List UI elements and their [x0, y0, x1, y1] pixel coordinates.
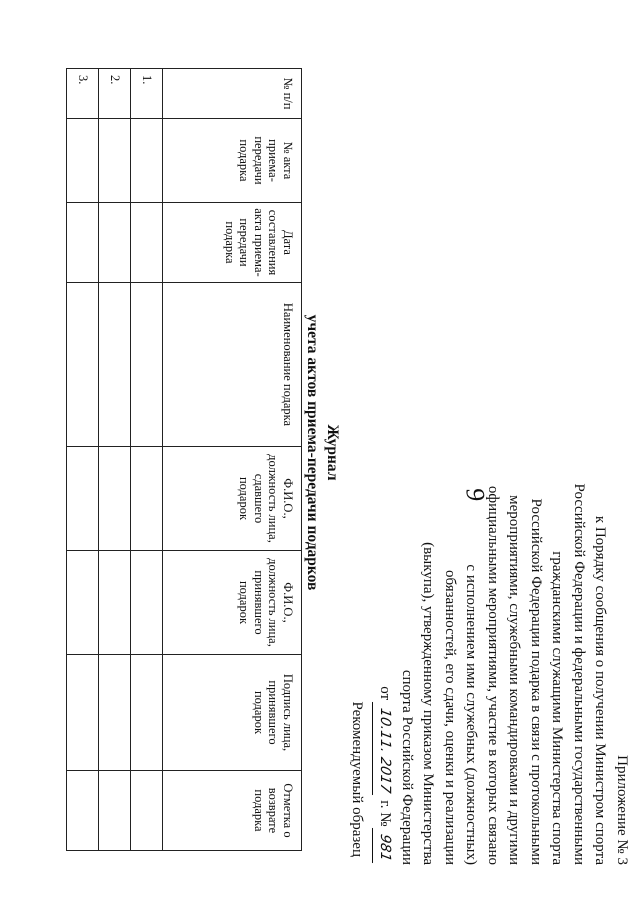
handwritten-page-number: 9 — [460, 485, 491, 503]
table-row — [67, 69, 99, 851]
journal-title — [302, 0, 342, 905]
appendix-line: гражданскими служащими Министерства спорта — [549, 551, 566, 865]
appendix-line: спорта Российской Федерации — [399, 669, 415, 865]
table-cell — [131, 771, 163, 851]
journal-title-line-1: Журнал — [324, 424, 341, 481]
table-cell — [99, 551, 131, 655]
appendix-line: Российской Федерации подарка в связи с протокольными — [528, 498, 544, 865]
table-cell — [67, 447, 99, 551]
appendix-line: обязанностей, его сдачи, оценки и реализации — [442, 569, 458, 865]
column-header: Дата составления акта приема-передачи подарка — [163, 203, 302, 283]
table-cell — [99, 283, 131, 447]
appendix-header — [373, 305, 632, 865]
table-cell — [67, 203, 99, 283]
appendix-line: (выкупа), утвержденному приказом Министерства — [420, 542, 437, 865]
column-header: № п/п — [163, 69, 302, 119]
table-cell — [131, 655, 163, 771]
table-cell — [131, 551, 163, 655]
table-cell: 2. — [99, 69, 131, 119]
order-date-line — [373, 305, 396, 865]
journal-title-line-2: учета актов приема-передачи подарков — [304, 314, 321, 591]
appendix-line: мероприятиями, служебными командировками и другими — [506, 495, 523, 865]
appendix-line: Приложение № 3 — [614, 755, 630, 865]
table-cell — [67, 119, 99, 203]
sample-label: Рекомендуемый образец — [349, 701, 365, 857]
handwritten-order-date: 10.11. 2017 — [373, 702, 396, 799]
appendix-line: с исполнением ими служебных (должностных) — [463, 564, 480, 865]
table-cell — [131, 283, 163, 447]
appendix-line: официальными мероприятиями, участие в которых связано — [485, 485, 501, 865]
column-header: Подпись лица, принявшего подарок — [163, 655, 302, 771]
column-header: № акта приема-передачи подарка — [163, 119, 302, 203]
table-cell — [99, 203, 131, 283]
column-header: Отметка о возврате подарка — [163, 771, 302, 851]
order-number-label: г. № — [377, 800, 394, 827]
appendix-line: к Порядку сообщения о получении Министром спорта — [592, 515, 609, 865]
table-cell — [131, 203, 163, 283]
column-header: Наименование подарка — [163, 283, 302, 447]
table-cell — [99, 119, 131, 203]
column-header: Ф.И.О., должность лица, принявшего подарок — [163, 551, 302, 655]
table-cell: 3. — [67, 69, 99, 119]
table-cell — [67, 551, 99, 655]
column-header: Ф.И.О., должность лица, сдавшего подарок — [163, 447, 302, 551]
table-header-row — [163, 69, 302, 851]
table-cell — [131, 447, 163, 551]
date-prefix: от — [377, 686, 394, 701]
table-cell — [99, 771, 131, 851]
handwritten-order-number: 981 — [373, 828, 396, 867]
table-cell — [67, 283, 99, 447]
table-cell — [99, 655, 131, 771]
table-cell — [67, 771, 99, 851]
table-row — [131, 69, 163, 851]
journal-table — [66, 68, 302, 851]
table-cell: 1. — [131, 69, 163, 119]
table-cell — [131, 119, 163, 203]
appendix-line: Российской Федерации и федеральными государственными — [571, 483, 587, 865]
table-row — [99, 69, 131, 851]
table-cell — [99, 447, 131, 551]
table-cell — [67, 655, 99, 771]
